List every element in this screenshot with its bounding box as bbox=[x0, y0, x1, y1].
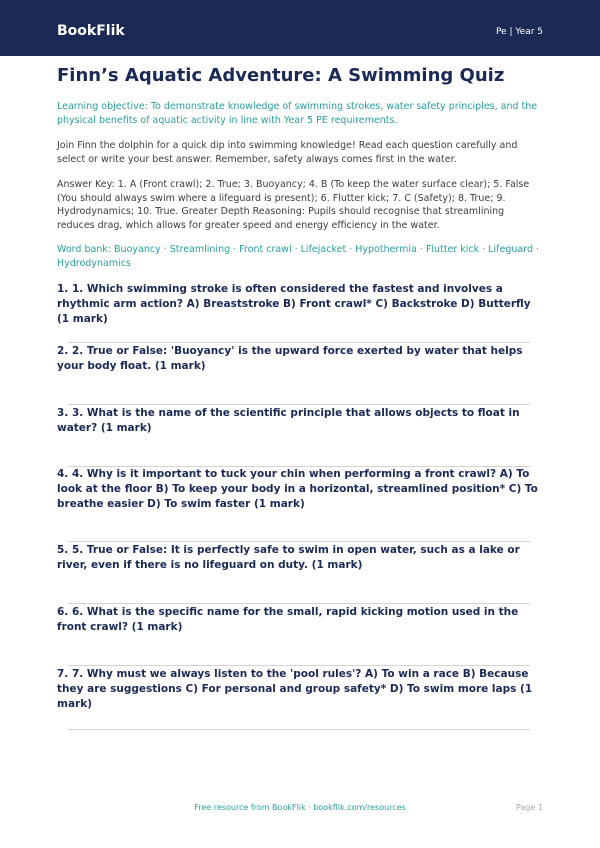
answer-line-1[interactable] bbox=[68, 342, 530, 343]
answer-key: Answer Key: 1. A (Front crawl); 2. True; 3. Buoyancy; 4. B (To keep the water surface clear); 5. False (You should always swim where a lifeguard is present); 6. Flutter kick; 7. C (Safety); 8. True; 9. Hydrodynamics; 10. True. Greater Depth Reasoning: Pupils should recognise that streamlining reduces drag, which allows for greater speed and energy efficiency in the water. bbox=[57, 179, 530, 231]
brand-logo[interactable]: BookFlik bbox=[57, 23, 125, 39]
page-number: Page 1 bbox=[516, 803, 543, 812]
intro-text: Join Finn the dolphin for a quick dip into swimming knowledge! Read each question carefully and select or write your best answer. Remember, safety always comes first in the water. bbox=[57, 140, 518, 165]
answer-line-5[interactable] bbox=[68, 603, 530, 604]
question-7: 7. 7. Why must we always listen to the 'pool rules'? A) To win a race B) Because they are suggestions C) For personal and group safety* D) To swim more laps (1 mark) bbox=[57, 668, 533, 710]
question-3: 3. 3. What is the name of the scientific principle that allows objects to float in water? (1 mark) bbox=[57, 407, 520, 434]
answer-line-2[interactable] bbox=[68, 404, 530, 405]
question-2: 2. 2. True or False: 'Buoyancy' is the upward force exerted by water that helps your body float. (1 mark) bbox=[57, 345, 523, 372]
answer-line-7[interactable] bbox=[68, 729, 530, 730]
header-bar bbox=[0, 0, 600, 56]
subject-year-label: Pe | Year 5 bbox=[495, 27, 543, 37]
question-5: 5. 5. True or False: It is perfectly safe to swim in open water, such as a lake or river, even if there is no lifeguard on duty. (1 mark) bbox=[57, 544, 520, 571]
question-4: 4. 4. Why is it important to tuck your chin when performing a front crawl? A) To look at the floor B) To keep your body in a horizontal, streamlined position* C) To breathe easier D) To swim faster (1 mark) bbox=[57, 468, 538, 510]
learning-objective: Learning objective: To demonstrate knowledge of swimming strokes, water safety principles, and the physical benefits of aquatic activity in line with Year 5 PE requirements. bbox=[57, 101, 538, 126]
question-6: 6. 6. What is the specific name for the small, rapid kicking motion used in the front crawl? (1 mark) bbox=[57, 606, 519, 633]
intro-section bbox=[57, 64, 543, 270]
answer-line-6[interactable] bbox=[68, 665, 530, 666]
question-1: 1. 1. Which swimming stroke is often considered the fastest and involves a rhythmic arm action? A) Breaststroke B) Front crawl* C) Backstroke D) Butterfly (1 mark) bbox=[57, 283, 531, 325]
answer-line-4[interactable] bbox=[68, 541, 530, 542]
word-bank: Word bank: Buoyancy · Streamlining · Front crawl · Lifejacket · Hypothermia · Flutter kick · Lifeguard · Hydrodynamics bbox=[57, 244, 540, 269]
page-title: Finn’s Aquatic Adventure: A Swimming Quiz bbox=[57, 65, 505, 86]
footer-link[interactable]: Free resource from BookFlik · bookflik.com/resources bbox=[194, 803, 406, 812]
